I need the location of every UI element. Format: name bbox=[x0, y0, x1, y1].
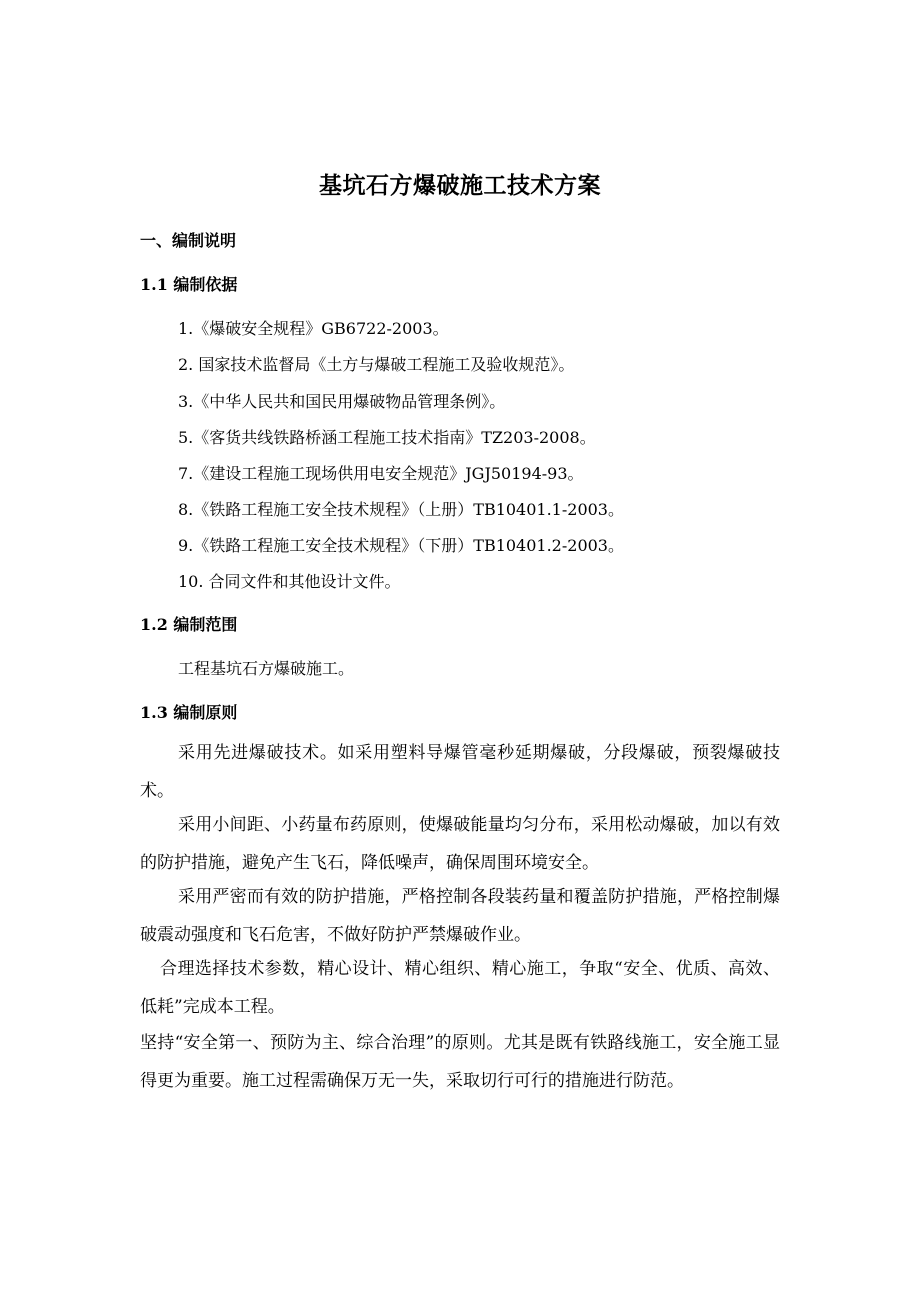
principle-paragraph: 采用先进爆破技术。如采用塑料导爆管毫秒延期爆破，分段爆破，预裂爆破技术。 bbox=[140, 743, 780, 801]
basis-item: 3.《中华人民共和国民用爆破物品管理条例》。 bbox=[178, 392, 506, 411]
basis-item: 9.《铁路工程施工安全技术规程》（下册）TB10401.2-2003。 bbox=[178, 536, 624, 555]
basis-item: 1.《爆破安全规程》GB6722-2003。 bbox=[178, 319, 449, 338]
basis-item: 7.《建设工程施工现场供用电安全规范》JGJ50194-93。 bbox=[178, 464, 584, 483]
principle-paragraph: 采用严密而有效的防护措施，严格控制各段装药量和覆盖防护措施，严格控制爆破震动强度和飞石危害，不做好防护严禁爆破作业。 bbox=[140, 887, 780, 945]
section-heading-1-2: 1.2 编制范围 bbox=[140, 615, 238, 634]
principle-paragraph: 坚持“安全第一、预防为主、综合治理”的原则。尤其是既有铁路线施工，安全施工显得更为重要。施工过程需确保万无一失，采取切行可行的措施进行防范。 bbox=[140, 1033, 780, 1091]
section-heading-1-1: 1.1 编制依据 bbox=[140, 275, 238, 294]
section-heading-1: 一、编制说明 bbox=[140, 231, 237, 250]
document-title: 基坑石方爆破施工技术方案 bbox=[319, 172, 601, 199]
basis-item: 2. 国家技术监督局《土方与爆破工程施工及验收规范》。 bbox=[178, 355, 575, 374]
basis-item: 10. 合同文件和其他设计文件。 bbox=[178, 572, 401, 591]
basis-item: 8.《铁路工程施工安全技术规程》（上册）TB10401.1-2003。 bbox=[178, 500, 624, 519]
section-heading-1-3: 1.3 编制原则 bbox=[140, 703, 238, 722]
scope-text: 工程基坑石方爆破施工。 bbox=[178, 659, 355, 678]
principle-paragraph: 采用小间距、小药量布药原则，使爆破能量均匀分布，采用松动爆破，加以有效的防护措施，避免产生飞石，降低噪声，确保周围环境安全。 bbox=[140, 815, 780, 873]
principle-paragraph: 合理选择技术参数，精心设计、精心组织、精心施工，争取“安全、优质、高效、低耗”完成本工程。 bbox=[140, 959, 780, 1017]
basis-item: 5.《客货共线铁路桥涵工程施工技术指南》TZ203-2008。 bbox=[178, 428, 596, 447]
